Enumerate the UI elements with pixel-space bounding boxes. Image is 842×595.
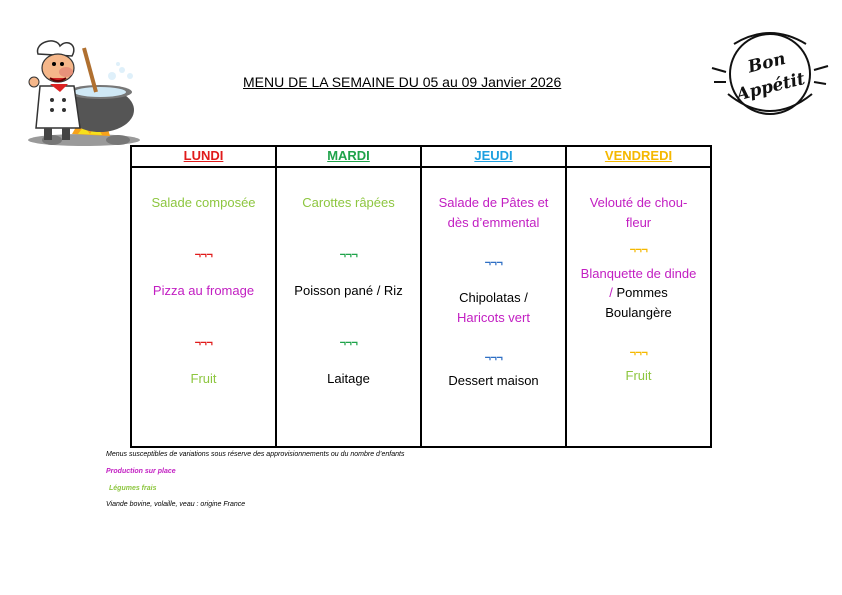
- starter-vendredi-line1: Velouté de chou-: [589, 195, 688, 210]
- main-vendredi-line1: Blanquette de dinde: [580, 266, 697, 281]
- day-header-mardi: MARDI: [327, 148, 370, 163]
- menu-title: MENU DE LA SEMAINE DU 05 au 09 Janvier 2026: [243, 74, 562, 90]
- note-variations: Menus susceptibles de variations sous réserve des approvisionnements ou du nombre d’enfants: [106, 451, 405, 458]
- logo-text-bon: Bon: [745, 48, 788, 78]
- starter-vendredi-line2: fleur: [625, 215, 652, 230]
- main-vendredi-pommes: Pommes: [616, 285, 668, 300]
- day-column-jeudi: [420, 145, 567, 448]
- course-separator: ¬¬¬: [629, 347, 648, 359]
- dessert-mardi: Laitage: [327, 371, 370, 386]
- day-header-jeudi: JEUDI: [474, 148, 513, 163]
- main-jeudi-line2: Haricots vert: [457, 310, 530, 325]
- dessert-vendredi: Fruit: [625, 368, 652, 383]
- course-separator: ¬¬¬: [194, 249, 213, 261]
- logo-text-appetit: Appétit: [734, 68, 808, 106]
- note-production-sur-place: Production sur place: [106, 468, 176, 475]
- day-column-lundi: [130, 145, 277, 448]
- day-column-vendredi: [565, 145, 712, 448]
- course-separator: ¬¬¬: [629, 244, 648, 256]
- starter-jeudi-line2: dès d’emmental: [447, 215, 540, 230]
- main-jeudi-line1: Chipolatas /: [459, 290, 528, 305]
- main-vendredi-line2: [569, 283, 708, 303]
- dessert-jeudi: Dessert maison: [448, 373, 539, 388]
- course-separator: ¬¬¬: [484, 352, 503, 364]
- course-separator: ¬¬¬: [339, 337, 358, 349]
- day-header-vendredi: VENDREDI: [604, 148, 673, 163]
- day-header-lundi: LUNDI: [183, 148, 224, 163]
- chef-cooking-illustration: [22, 36, 154, 148]
- course-separator: ¬¬¬: [484, 257, 503, 269]
- bon-appetit-logo: [710, 24, 830, 122]
- main-vendredi-slash: /: [609, 285, 617, 300]
- starter-jeudi-line1: Salade de Pâtes et: [438, 195, 549, 210]
- main-mardi: Poisson pané / Riz: [294, 283, 403, 298]
- dessert-lundi: Fruit: [190, 371, 217, 386]
- main-lundi: Pizza au fromage: [152, 283, 255, 298]
- course-separator: ¬¬¬: [194, 337, 213, 349]
- day-column-mardi: [275, 145, 422, 448]
- starter-mardi: Carottes râpées: [302, 195, 395, 210]
- starter-lundi: Salade composée: [151, 195, 256, 210]
- course-separator: ¬¬¬: [339, 249, 358, 261]
- note-origine-viande: Viande bovine, volaille, veau : origine France: [106, 501, 246, 508]
- main-vendredi-line3: Boulangère: [605, 305, 672, 320]
- weekly-menu-table: [130, 145, 712, 448]
- note-legumes-frais: Légumes frais: [109, 485, 157, 492]
